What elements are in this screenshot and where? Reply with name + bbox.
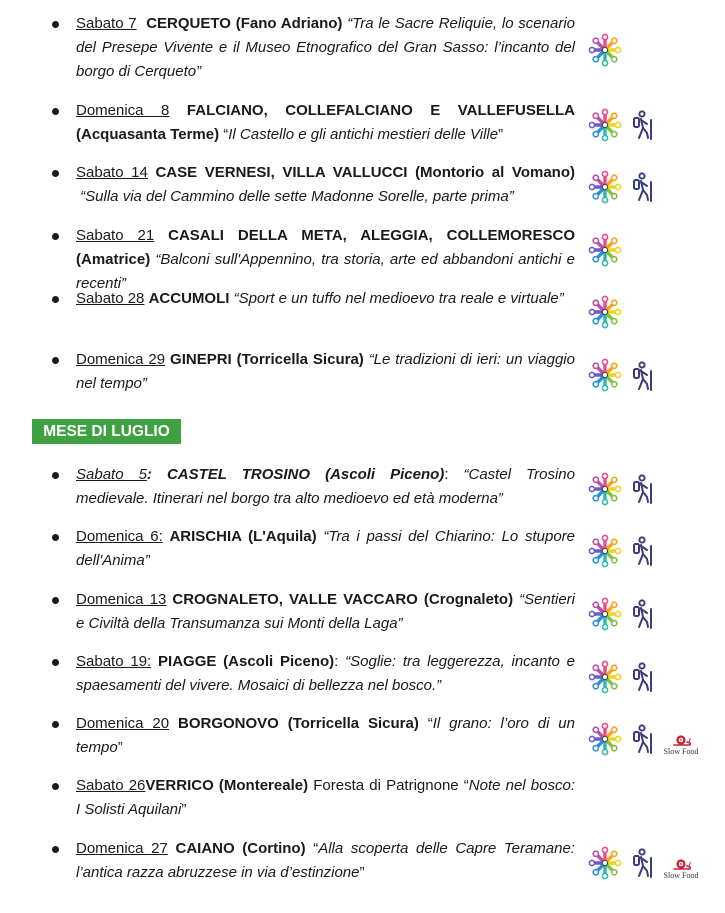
bullet <box>52 233 59 240</box>
event-date: Sabato 19: <box>76 653 152 670</box>
event-text: Sabato 19: PIAGGE (Ascoli Piceno): “Soglie: tra leggerezza, incanto e spaesamenti del vivere. Mosaici di bellezza nel bosco.” <box>76 653 576 694</box>
event-title: “Sport e un tuffo nel medioevo tra reale e virtuale” <box>233 290 564 307</box>
event-date: Sabato 14 <box>76 164 148 181</box>
event-place: CAIANO (Cortino) <box>175 840 306 857</box>
bullet <box>52 721 59 728</box>
snowflake-icon <box>588 534 622 568</box>
bullet <box>52 659 59 666</box>
bullet <box>52 534 59 541</box>
snowflake-icon <box>588 108 622 142</box>
slow-food-logo: Slow Food <box>656 734 706 756</box>
snowflake-icon <box>588 722 622 756</box>
event-date: Sabato 21 <box>76 227 155 244</box>
event-text: Sabato 26VERRICO (Montereale) Foresta di Patrignone “Note nel bosco: I Solisti Aquilani” <box>76 777 575 818</box>
event-date: Sabato 26 <box>76 777 146 794</box>
snowflake-icon <box>588 295 622 329</box>
event-place: ARISCHIA (L'Aquila) <box>169 528 317 545</box>
event-title: Il grano: l’oro di un tempo <box>76 715 575 756</box>
snowflake-icon <box>588 170 622 204</box>
bullet <box>52 170 59 177</box>
bullet <box>52 357 59 364</box>
event-date: Sabato 28 <box>76 290 145 307</box>
snowflake-icon <box>588 358 622 392</box>
event-text: Sabato 5: CASTEL TROSINO (Ascoli Piceno): “Castel Trosino medievale. Itinerari nel borgo tra alto medioevo ed età moderna” <box>76 466 575 507</box>
event-place: CASTEL TROSINO (Ascoli Piceno) <box>166 466 445 483</box>
event-date: Domenica 27 <box>76 840 168 857</box>
event-title: “Soglie: tra leggerezza, incanto e spaesamenti del vivere. Mosaici di bellezza nel bosco.” <box>76 653 576 694</box>
event-title: “Sulla via del Cammino delle sette Madonne Sorelle, parte prima” <box>80 188 514 205</box>
hiker-icon <box>630 172 656 202</box>
snowflake-icon <box>588 33 622 67</box>
bullet <box>52 21 59 28</box>
event-date: Domenica 29 <box>76 351 166 368</box>
snail-icon <box>672 734 692 747</box>
event-text <box>76 525 575 573</box>
month-header-july: MESE DI LUGLIO <box>32 419 181 444</box>
event-place: CASALI DELLA META, ALEGGIA, COLLEMORESCO (Amatrice) <box>76 227 575 268</box>
event-text <box>76 348 575 396</box>
snowflake-icon <box>588 660 622 694</box>
bullet <box>52 472 59 479</box>
event-title: “Castel Trosino medievale. Itinerari nel borgo tra alto medioevo ed età moderna” <box>76 466 575 507</box>
event-text <box>76 161 575 209</box>
event-title: “Le tradizioni di ieri: un viaggio nel tempo” <box>76 351 575 392</box>
hiker-icon <box>630 110 656 140</box>
event-place: VERRICO (Montereale) <box>145 777 309 794</box>
event-place: PIAGGE (Ascoli Piceno) <box>158 653 335 670</box>
snowflake-icon <box>588 846 622 880</box>
event-date: Sabato 5 <box>76 466 147 483</box>
snowflake-icon <box>588 472 622 506</box>
event-text <box>76 588 575 636</box>
event-text <box>76 12 575 84</box>
hiker-icon <box>630 599 656 629</box>
event-place: GINEPRI (Torricella Sicura) <box>170 351 364 368</box>
hiker-icon <box>630 662 656 692</box>
snowflake-icon <box>588 233 622 267</box>
event-place: FALCIANO, COLLEFALCIANO E VALLEFUSELLA (Acquasanta Terme) <box>76 102 575 143</box>
slow-food-logo: Slow Food <box>656 858 706 880</box>
event-title: “Sentieri e Civiltà della Transumanza sui Monti della Laga” <box>76 591 576 632</box>
event-title: “Balconi sull'Appennino, tra storia, arte ed abbandoni antichi e recenti” <box>76 251 575 292</box>
event-place: CASE VERNESI, VILLA VALLUCCI (Montorio al Vomano) <box>155 164 575 181</box>
bullet <box>52 783 59 790</box>
hiker-icon <box>630 724 656 754</box>
event-text <box>76 224 575 296</box>
bullet <box>52 597 59 604</box>
event-date: Domenica 8 <box>76 102 170 119</box>
event-title: “Tra le Sacre Reliquie, lo scenario del Presepe Vivente e il Museo Etnografico del Gran Sasso: l’incanto del borgo di Cerqueto” <box>76 15 576 80</box>
event-title: Alla scoperta delle Capre Teramane: l’antica razza abruzzese in via d’estinzione <box>76 840 575 881</box>
event-date: Domenica 6: <box>76 528 163 545</box>
event-title: Il Castello e gli antichi mestieri delle Ville <box>228 126 499 143</box>
hiker-icon <box>630 848 656 878</box>
event-text: Domenica 8 FALCIANO, COLLEFALCIANO E VALLEFUSELLA (Acquasanta Terme) “Il Castello e gli antichi mestieri delle Ville” <box>76 102 575 143</box>
hiker-icon <box>630 536 656 566</box>
snail-icon <box>672 858 692 871</box>
event-title: “Tra i passi del Chiarino: Lo stupore dell'Anima” <box>76 528 576 569</box>
bullet <box>52 108 59 115</box>
event-place: BORGONOVO (Torricella Sicura) <box>177 715 419 732</box>
event-text: Domenica 27 CAIANO (Cortino) “Alla scoperta delle Capre Teramane: l’antica razza abruzzese in via d’estinzione” <box>76 840 575 881</box>
event-place: CROGNALETO, VALLE VACCARO (Crognaleto) <box>172 591 514 608</box>
event-text <box>76 287 575 311</box>
hiker-icon <box>630 361 656 391</box>
event-place: ACCUMOLI <box>148 290 230 307</box>
event-text: Domenica 20 BORGONOVO (Torricella Sicura) “Il grano: l’oro di un tempo” <box>76 715 575 756</box>
event-date: Domenica 13 <box>76 591 167 608</box>
event-date: Domenica 20 <box>76 715 170 732</box>
snowflake-icon <box>588 597 622 631</box>
bullet <box>52 846 59 853</box>
hiker-icon <box>630 474 656 504</box>
event-place: CERQUETO (Fano Adriano) <box>146 15 343 32</box>
bullet <box>52 296 59 303</box>
event-date: Sabato 7 <box>76 15 137 32</box>
event-title: Note nel bosco: I Solisti Aquilani <box>76 777 575 818</box>
